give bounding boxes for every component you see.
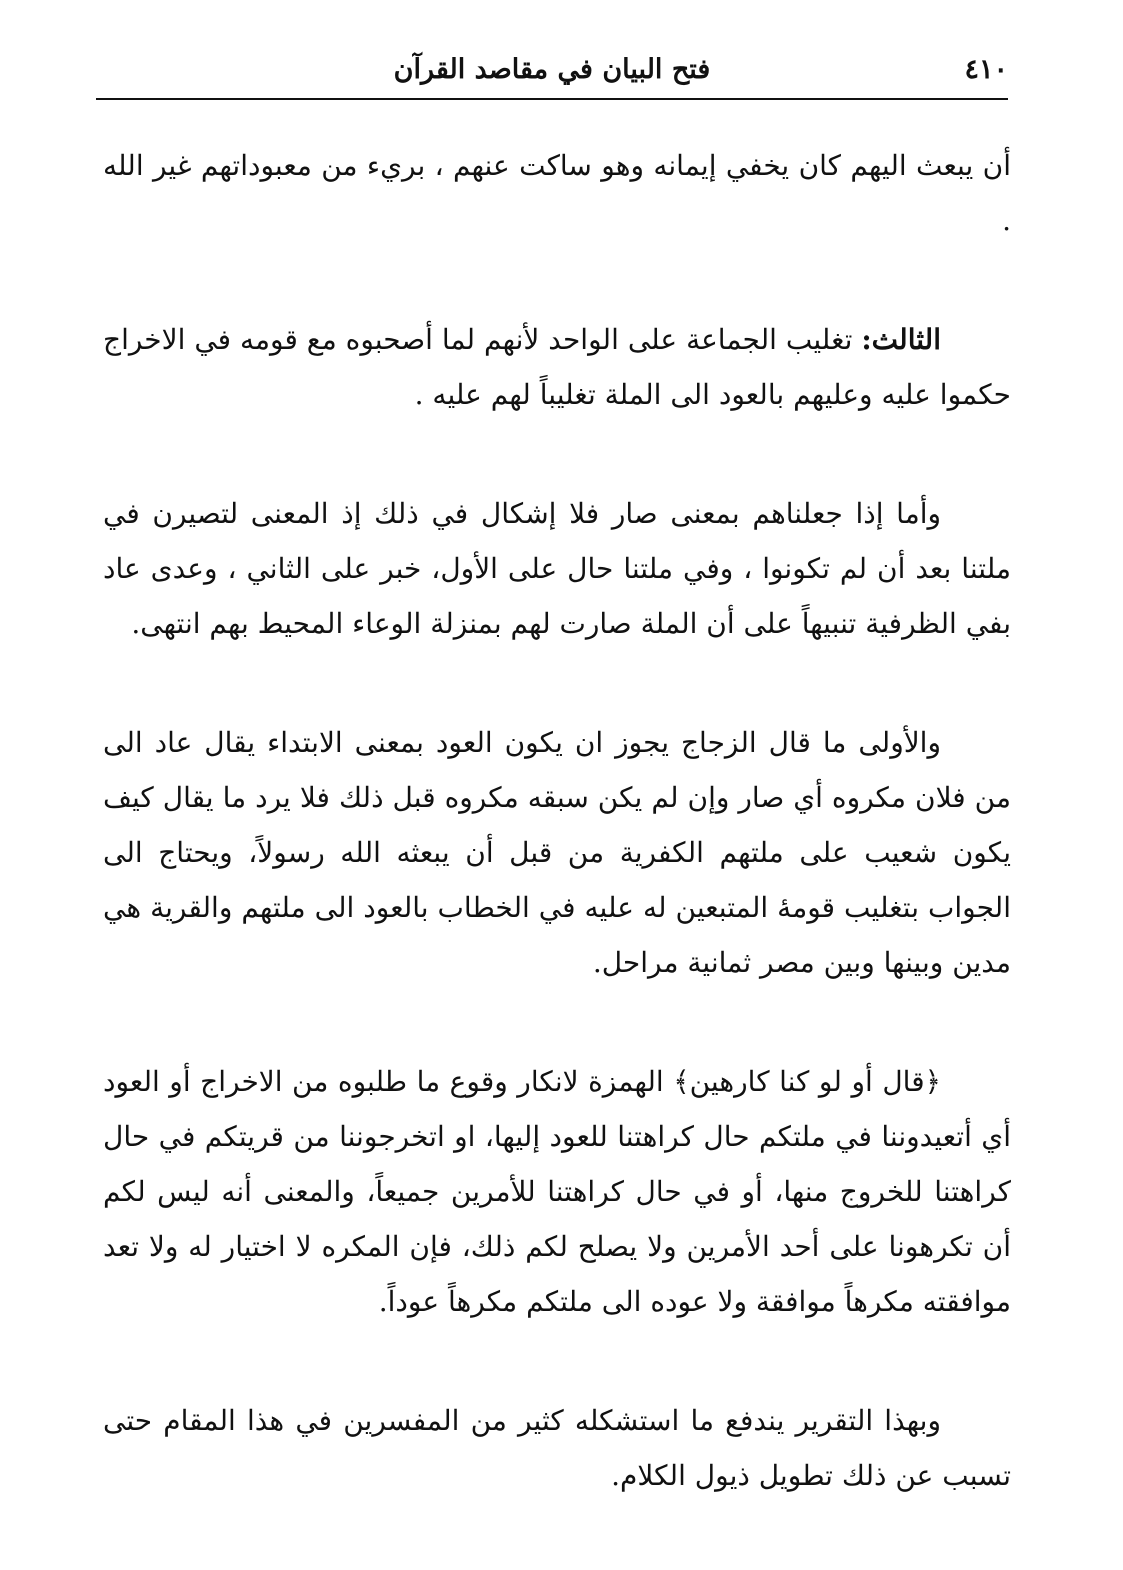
paragraph-5 [103, 1054, 1011, 1329]
paragraph-4 [103, 715, 1011, 990]
paragraph-6 [103, 1393, 1011, 1503]
paragraph-text: ﴿قال أو لو كنا كارهين﴾ الهمزة لانكار وقوع ما طلبوه من الاخراج أو العود أي أتعيدوننا في ملتكم حال كراهتنا للعود إليها، او اتخرجوننا من قريتكم في حال كراهتنا للخروج منها، أو في حال كراهتنا للأمرين جميعاً، والمعنى أنه ليس لكم أن تكرهونا على أحد الأمرين ولا يصلح لكم ذلك، فإن المكره لا اختيار له ولا تعد موافقته مكرهاً موافقة ولا عوده الى ملتكم مكرهاً عوداً. [103, 1065, 1011, 1318]
paragraph-1 [103, 138, 1011, 248]
paragraph-text: وبهذا التقرير يندفع ما استشكله كثير من المفسرين في هذا المقام حتى تسبب عن ذلك تطويل ذيول الكلام. [103, 1404, 1011, 1492]
page-header [96, 52, 1008, 100]
paragraph-text: أن يبعث اليهم كان يخفي إيمانه وهو ساكت عنهم ، بريء من معبوداتهم غير الله . [103, 149, 1011, 237]
paragraph-text: والأولى ما قال الزجاج يجوز ان يكون العود بمعنى الابتداء يقال عاد الى من فلان مكروه أي صار وإن لم يكن سبقه مكروه قبل ذلك فلا يرد ما يقال كيف يكون شعيب على ملتهم الكفرية من قبل أن يبعثه الله رسولاً، ويحتاج الى الجواب بتغليب قومهٔ المتبعين له عليه في الخطاب بالعود الى ملتهم والقرية هي مدين وبينها وبين مصر ثمانية مراحل. [103, 726, 1011, 979]
paragraph-lead: الثالث: [861, 323, 941, 356]
paragraph-3 [103, 486, 1011, 651]
paragraph-text: تغليب الجماعة على الواحد لأنهم لما أصحبوه مع قومه في الاخراج حكموا عليه وعليهم بالعود الى الملة تغليباً لهم عليه . [103, 323, 1011, 411]
running-title: فتح البيان في مقاصد القرآن [393, 54, 711, 85]
page-body [103, 138, 1011, 1567]
paragraph-2 [103, 312, 1011, 422]
paragraph-text: وأما إذا جعلناهم بمعنى صار فلا إشكال في ذلك إذ المعنى لتصيرن في ملتنا بعد أن لم تكونوا ، وفي ملتنا حال على الأول، خبر على الثاني ، وعدى عاد بفي الظرفية تنبيهاً على أن الملة صارت لهم بمنزلة الوعاء المحيط بهم انتهى. [103, 497, 1011, 640]
page-number: ٤١٠ [964, 54, 1008, 85]
